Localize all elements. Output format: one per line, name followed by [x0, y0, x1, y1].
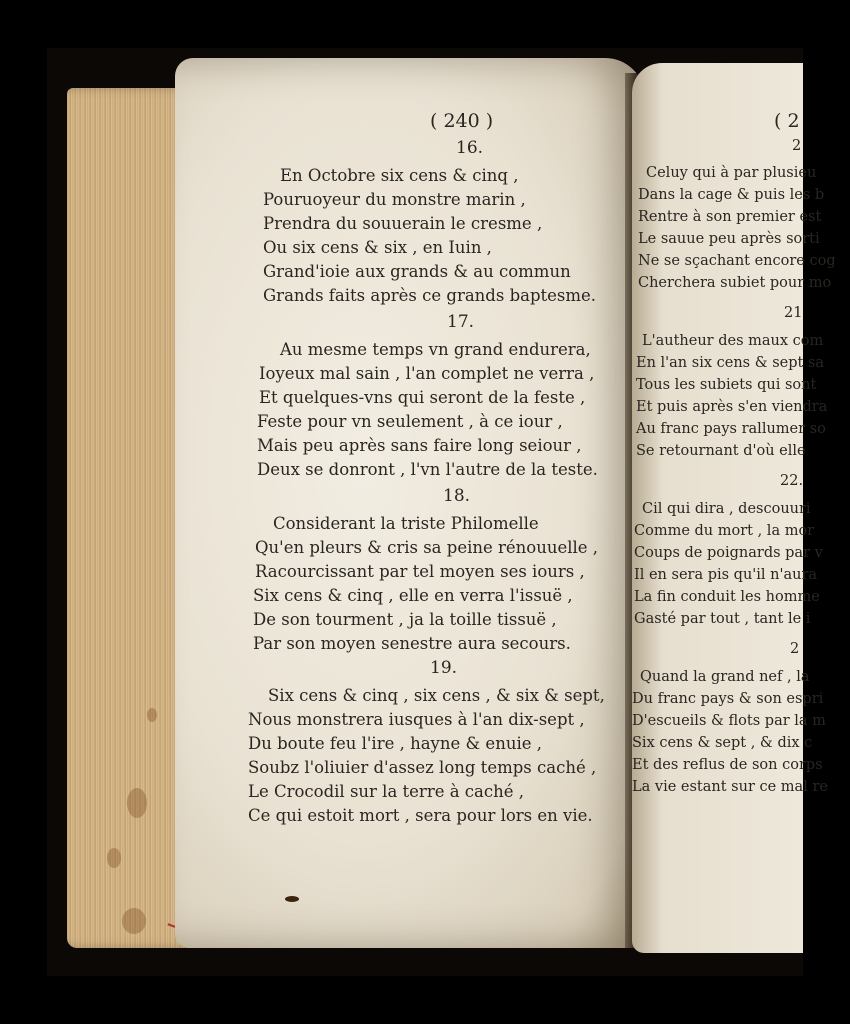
page-number: ( 240 ): [430, 110, 494, 132]
verse-line: Cherchera subiet pour mo: [638, 275, 832, 291]
verse-number: 21: [784, 305, 803, 321]
verse-line: L'autheur des maux com: [642, 333, 824, 349]
verse-line: Au mesme temps vn grand endurera,: [280, 340, 591, 359]
verse-line: Dans la cage & puis les b: [638, 187, 825, 203]
verse-line: Prendra du souuerain le cresme ,: [263, 214, 543, 233]
verse-line: Cil qui dira , descouuri: [642, 501, 811, 517]
verse-line: Le Crocodil sur la terre à caché ,: [248, 782, 524, 801]
verse-line: Considerant la triste Philomelle: [273, 514, 539, 533]
verse-number: 2: [792, 138, 802, 154]
verse-line: Ne se sçachant encore cog: [638, 253, 836, 269]
verse-line: Au franc pays rallumer so: [636, 421, 826, 437]
verse-number: 16.: [456, 138, 484, 158]
verse-line: Coups de poignards par v: [634, 545, 823, 561]
verse-line: Et des reflus de son corps: [632, 757, 823, 773]
verse-line: Grand'ioie aux grands & au commun: [263, 262, 571, 281]
verse-line: Pouruoyeur du monstre marin ,: [263, 190, 526, 209]
verse-number: 17.: [447, 312, 475, 332]
verse-line: Qu'en pleurs & cris sa peine rénouuelle ,: [255, 538, 599, 557]
verse-line: La fin conduit les homme: [634, 589, 820, 605]
verse-line: Du boute feu l'ire , hayne & enuie ,: [248, 734, 542, 753]
verse-line: Mais peu après sans faire long seiour ,: [257, 436, 582, 455]
verse-line: En Octobre six cens & cinq ,: [280, 166, 519, 185]
verse-line: Six cens & cinq , six cens , & six & sept,: [268, 686, 605, 705]
verse-line: Deux se donront , l'vn l'autre de la teste.: [257, 460, 598, 479]
verse-line: Ce qui estoit mort , sera pour lors en vie.: [248, 806, 593, 825]
verse-line: D'escueils & flots par la m: [632, 713, 826, 729]
right-page: [632, 63, 836, 953]
verse-line: Feste pour vn seulement , à ce iour ,: [257, 412, 563, 431]
verse-number: 19.: [430, 658, 458, 678]
verse-line: Et quelques-vns qui seront de la feste ,: [259, 388, 586, 407]
verse-line: Le sauue peu après sorti: [638, 231, 820, 247]
verse-line: Grands faits après ce grands baptesme.: [263, 286, 597, 305]
verse-line: Comme du mort , la mor: [634, 523, 815, 539]
verse-line: Six cens & cinq , elle en verra l'issuë ,: [253, 586, 573, 605]
verse-number: 18.: [443, 486, 471, 506]
verse-line: Se retournant d'où elle: [636, 443, 806, 459]
verse-number: 22.: [780, 473, 804, 489]
verse-line: Nous monstrera iusques à l'an dix-sept ,: [248, 710, 585, 729]
verse-line: Et puis après s'en viendra: [636, 399, 828, 415]
verse-line: Rentre à son premier est: [638, 209, 822, 225]
verse-number: 2: [790, 641, 800, 657]
verse-line: Gasté par tout , tant le i: [634, 611, 811, 627]
verse-line: Il en sera pis qu'il n'aura: [634, 567, 818, 583]
verse-line: Six cens & sept , & dix c: [632, 735, 813, 751]
verse-line: Ou six cens & six , en Iuin ,: [263, 238, 492, 257]
verse-line: Tous les subiets qui sont: [636, 377, 817, 393]
verse-line: Ioyeux mal sain , l'an complet ne verra ,: [259, 364, 595, 383]
verse-line: Soubz l'oliuier d'assez long temps caché ,: [248, 758, 597, 777]
verse-line: Par son moyen senestre aura secours.: [253, 634, 571, 653]
left-page: [175, 58, 645, 948]
verse-line: Du franc pays & son espri: [632, 691, 824, 707]
verse-line: Celuy qui à par plusieu: [646, 165, 817, 181]
verse-line: En l'an six cens & sept sa: [636, 355, 825, 371]
verse-line: Quand la grand nef , la: [640, 669, 810, 685]
ink-blot: [285, 896, 299, 902]
verse-line: La vie estant sur ce mal re: [632, 779, 828, 795]
verse-line: De son tourment , ja la toille tissuë ,: [253, 610, 557, 629]
page-number: ( 2: [774, 110, 800, 132]
verse-line: Racourcissant par tel moyen ses iours ,: [255, 562, 585, 581]
book-photo: [47, 48, 836, 976]
